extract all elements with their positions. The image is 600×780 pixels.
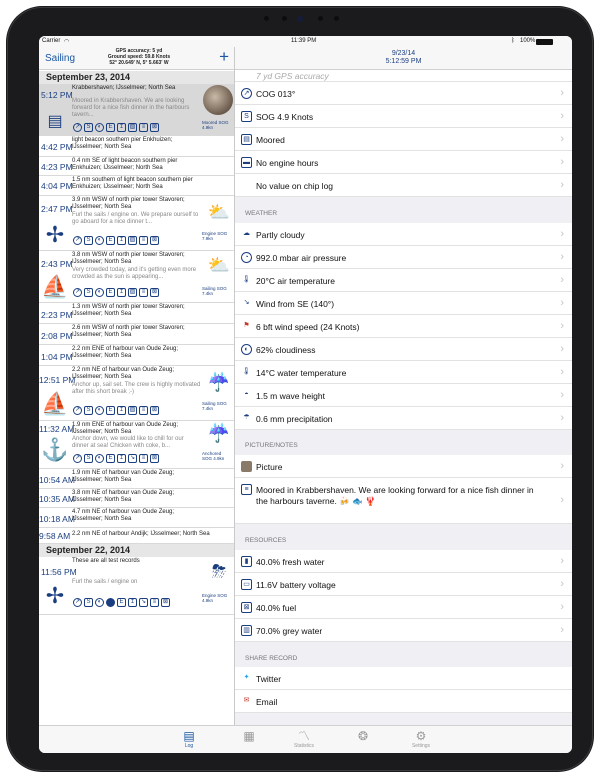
entry-location: 1.3 nm WSW of north pier tower Stavoren; IJsselmeer; North Sea (72, 304, 185, 317)
thermometer-icon: ↥ (118, 124, 125, 130)
log-nav-bar (39, 47, 235, 70)
wifi-icon: ◠ (64, 39, 70, 45)
entry-photo-thumbnail (203, 85, 233, 115)
battery-icon (536, 39, 553, 45)
entry-icon-strip (73, 236, 159, 246)
entry-icon-strip (73, 598, 170, 608)
settings-icon: ⚙ (415, 729, 427, 743)
record-detail-pane[interactable] (235, 47, 572, 725)
entry-icon-strip (73, 123, 159, 133)
fresh-water-icon: ▮ (241, 556, 252, 567)
ground-speed: Ground speed: 59.8 Knots (107, 54, 171, 60)
share-section-header: SHARE RECORD (245, 655, 298, 662)
camera-dot-2 (282, 16, 287, 21)
chevron-right-icon: › (560, 179, 564, 191)
status-bar (39, 36, 572, 47)
weather-label: 1.5 m wave height (256, 391, 325, 401)
entry-time: 9:58 AM (39, 531, 71, 541)
entry-time: 11:32 AM (39, 424, 75, 434)
resource-cell[interactable] (235, 550, 572, 573)
picture-icon (241, 461, 252, 472)
chevron-right-icon: › (560, 297, 564, 309)
note-icon: ≡ (241, 484, 252, 495)
cloudiness-icon: ◐ (95, 406, 104, 415)
weather-cell[interactable] (235, 269, 572, 292)
cloudiness-icon: ◐ (95, 123, 104, 132)
speed-icon: S (84, 123, 93, 132)
picture-icon: ▨ (129, 237, 136, 243)
chevron-right-icon: › (560, 389, 564, 401)
entry-status: Engine SOG 4.9kn (202, 593, 228, 603)
log-entry-row[interactable] (39, 157, 235, 176)
speed-icon: S (84, 598, 93, 607)
entry-location: 1.9 nm ENE of harbour van Oude Zeug; IJsselmeer; North Sea (72, 422, 179, 435)
tab-settings-label: Settings (411, 743, 431, 749)
cloudiness-icon: ◐ (95, 236, 104, 245)
screen (39, 36, 572, 753)
entry-time: 1:04 PM (41, 352, 73, 362)
fuel-icon: ⊠ (241, 602, 252, 613)
entry-icon-strip (73, 406, 159, 416)
weather-label: Partly cloudy (256, 230, 305, 240)
speed-icon: S (84, 454, 93, 463)
speed-icon: S (241, 111, 252, 122)
twitter-label: Twitter (256, 674, 282, 684)
engine-propeller-icon: ✢ (45, 222, 65, 247)
resource-cell[interactable] (235, 619, 572, 642)
note-icon: ≡ (139, 123, 148, 132)
entry-time: 12:51 PM (39, 375, 76, 385)
chevron-right-icon: › (560, 274, 564, 286)
weather-section-header: WEATHER (245, 210, 278, 217)
log-icon: E (106, 454, 115, 463)
entry-location: 1.9 nm NE of harbour van Oude Zeug; IJsselmeer; North Sea (72, 470, 175, 483)
sog-cell[interactable] (235, 105, 572, 128)
weather-label: 62% cloudiness (256, 345, 316, 355)
entry-note: Furl the sails / engine on (72, 579, 138, 585)
tab-statistics-label: Statistics (293, 743, 314, 749)
fuel-icon: ⊠ (151, 407, 158, 413)
thermometer-icon: ↥ (129, 599, 136, 605)
picture-cell[interactable] (235, 455, 572, 478)
log-entry-row[interactable] (39, 324, 235, 345)
cloudiness-icon: ◐ (241, 344, 252, 355)
partly-cloudy-icon: ☁ (243, 230, 250, 237)
chevron-right-icon: › (560, 156, 564, 168)
entry-time: 10:54 AM (39, 475, 75, 485)
twitter-icon: ✦ (243, 674, 250, 681)
note-icon: ≡ (139, 454, 148, 463)
entry-location: 4.7 nm NE of harbour van Oude Zeug; IJsselmeer; North Sea (72, 509, 175, 522)
log-entry-row[interactable] (39, 557, 235, 615)
entry-location: 3.9 nm WSW of north pier tower Stavoren; IJsselmeer; North Sea (72, 197, 185, 210)
sog-label: SOG 4.9 Knots (256, 112, 314, 122)
sailboat-icon: ⛵ (41, 391, 69, 416)
chip-log-label: No value on chip log (256, 181, 334, 191)
weather-cell[interactable] (235, 407, 572, 430)
moored-icon: ▤ (47, 113, 63, 130)
weather-cell[interactable] (235, 315, 572, 338)
clock-label: 11:39 PM (291, 38, 317, 44)
tab-lifebuoy[interactable] (343, 729, 383, 743)
cog-cell[interactable] (235, 82, 572, 105)
fuel-icon: ⊠ (151, 455, 158, 461)
thermometer-icon: ↥ (118, 237, 125, 243)
grey-water-icon: ▥ (241, 625, 252, 636)
gps-position: 52° 20.649' N, 5° 5.663' W (109, 60, 169, 66)
cloudiness-icon: ◐ (95, 288, 104, 297)
entry-status: Sailing SOG 7.4kn (202, 401, 227, 411)
log-entry-row[interactable] (39, 136, 235, 157)
chip-log-cell[interactable] (235, 174, 572, 197)
tab-map[interactable] (229, 729, 269, 743)
state-cell[interactable] (235, 128, 572, 151)
log-icon: E (106, 236, 115, 245)
tab-statistics[interactable] (284, 729, 324, 749)
entry-location: 0.4 nm SE of light beacon southern pier Enkhuizen; IJsselmeer; North Sea (72, 158, 178, 171)
weather-cell[interactable] (235, 338, 572, 361)
precipitation-icon: ☂ (243, 414, 250, 421)
twitter-share-cell[interactable] (235, 667, 572, 690)
compass-icon: ↗ (74, 289, 81, 295)
entry-location: 2.2 nm NE of harbour Andijk; IJsselmeer; North Sea (72, 531, 210, 537)
notes-cell[interactable] (235, 478, 572, 524)
entry-location: 1.5 nm southern of light beacon southern pier Enkhuizen; IJsselmeer; North Sea (72, 177, 193, 190)
entry-note: Anchor up, sail set. The crew is highly motivated after this short break ;-) (72, 382, 201, 395)
entry-time: 4:42 PM (41, 142, 73, 152)
weather-label: Wind from SE (140°) (256, 299, 335, 309)
notes-label: Moored in Krabbershaven. We are looking forward for a nice fish dinner in the harbours taverne. 🍻 🐟 🦞 (256, 485, 534, 506)
camera-dot-1 (264, 16, 269, 21)
gps-accuracy: GPS accuracy: 5 yd (115, 48, 163, 54)
weather-cell[interactable] (235, 384, 572, 407)
speed-icon: S (84, 406, 93, 415)
note-icon: ≡ (139, 288, 148, 297)
record-date: 9/23/14 (391, 50, 416, 57)
entry-status: Moored SOG 4.9kn (202, 120, 229, 130)
log-entry-row[interactable] (39, 366, 235, 421)
gps-readout (83, 48, 195, 66)
resource-cell[interactable] (235, 573, 572, 596)
tab-log-label: Log (184, 743, 194, 749)
entry-location: 3.8 nm WSW of north pier tower Stavoren; IJsselmeer; North Sea (72, 252, 185, 265)
thermometer-icon: ↥ (118, 289, 125, 295)
log-entry-row[interactable] (39, 176, 235, 196)
compass-icon: ↗ (74, 407, 81, 413)
chevron-right-icon: › (560, 228, 564, 240)
email-share-cell[interactable] (235, 690, 572, 713)
wave-icon: ◓ (244, 391, 249, 398)
compass-icon: ↗ (74, 237, 81, 243)
entry-location: 2.2 nm NE of harbour van Oude Zeug; IJsselmeer; North Sea (72, 367, 175, 380)
tab-log[interactable] (169, 729, 209, 749)
chevron-right-icon: › (560, 366, 564, 378)
wind-direction-icon: ↘ (243, 299, 250, 306)
log-entry-row[interactable] (39, 84, 235, 136)
map-icon: ▦ (243, 729, 255, 743)
thermometer-icon: 🌡 (242, 276, 251, 283)
chevron-right-icon: › (560, 251, 564, 263)
wind-icon: ↘ (140, 599, 147, 605)
picture-label: Picture (256, 462, 283, 472)
entry-time: 10:18 AM (39, 514, 75, 524)
weather-label: 14°C water temperature (256, 368, 347, 378)
date-header: September 22, 2014 (39, 544, 235, 557)
resource-label: 40.0% fresh water (256, 557, 325, 567)
entry-location: These are all test records (72, 558, 140, 564)
compass-icon: ↗ (241, 88, 252, 99)
camera-main (297, 16, 303, 22)
entry-location: light beacon southern pier Enkhuizen; IJsselmeer; North Sea (72, 137, 173, 150)
weather-cell[interactable] (235, 223, 572, 246)
weather-cell[interactable] (235, 292, 572, 315)
entry-time: 10:35 AM (39, 494, 75, 504)
resource-label: 11.6V battery voltage (256, 580, 336, 590)
speed-icon: S (84, 288, 93, 297)
entry-time: 2:43 PM (41, 259, 73, 269)
water-thermometer-icon: 🌡 (242, 368, 251, 375)
camera-dot-4 (334, 16, 339, 21)
entry-icon-strip (73, 454, 159, 464)
picture-icon: ▨ (129, 124, 136, 130)
thermometer-icon: ↥ (118, 455, 125, 461)
chevron-right-icon: › (560, 460, 564, 472)
log-entry-row[interactable] (39, 251, 235, 303)
ipad-frame (6, 6, 594, 772)
log-icon: E (106, 406, 115, 415)
chevron-right-icon: › (560, 578, 564, 590)
engine-hours-label: No engine hours (256, 158, 319, 168)
sailing-mode-button[interactable]: Sailing (45, 53, 76, 64)
fuel-icon: ⊠ (151, 124, 158, 130)
chevron-right-icon: › (560, 412, 564, 424)
compass-icon: ↗ (74, 599, 81, 605)
rain-cloud-icon: ☔ (207, 372, 231, 392)
battery-icon: ▭ (241, 579, 252, 590)
entry-time: 5:12 PM (41, 90, 73, 100)
anchor-icon: ⚓ (41, 437, 69, 462)
gps-accuracy-label: 7 yd GPS accuracy (256, 71, 329, 81)
log-entry-row[interactable] (39, 345, 235, 366)
heavy-rain-icon: ⛈ (211, 561, 227, 581)
log-entry-row[interactable] (39, 469, 235, 489)
log-entry-row[interactable] (39, 508, 235, 528)
picture-icon: ▨ (129, 407, 136, 413)
rain-cloud-icon: ☔ (207, 423, 231, 443)
fuel-icon: ⊠ (151, 289, 158, 295)
fuel-icon: ⊠ (151, 237, 158, 243)
resources-section-header: RESOURCES (245, 537, 287, 544)
partly-cloudy-icon: ⛅ (207, 255, 231, 275)
tab-settings[interactable] (401, 729, 441, 749)
full-cloud-icon (106, 598, 115, 607)
email-icon: ✉ (243, 697, 250, 704)
wind-icon: ↘ (129, 455, 136, 461)
entry-time: 2:47 PM (41, 204, 73, 214)
lifebuoy-icon: ❂ (357, 729, 369, 743)
log-entry-row[interactable] (39, 528, 235, 544)
barometer-icon: ◔ (241, 252, 252, 263)
cog-label: COG 013° (256, 89, 296, 99)
cloudiness-icon: ◐ (95, 454, 104, 463)
weather-cell[interactable] (235, 246, 572, 269)
statistics-icon: 〽 (297, 729, 310, 743)
chevron-right-icon: › (560, 624, 564, 636)
log-icon: ▤ (183, 729, 195, 743)
compass-icon: ↗ (74, 124, 81, 130)
entry-note: Anchor down, we would like to chill for our dinner at sea! Chicken with coke, b... (72, 436, 184, 449)
state-label: Moored (256, 135, 285, 145)
log-icon: E (106, 288, 115, 297)
resource-label: 70.0% grey water (256, 626, 323, 636)
chevron-right-icon: › (560, 494, 564, 506)
wind-flag-icon: ⚑ (243, 322, 250, 329)
entry-time: 2:08 PM (41, 331, 73, 341)
chevron-right-icon: › (560, 343, 564, 355)
entry-time: 4:04 PM (41, 181, 73, 191)
cloudiness-icon: ◐ (95, 598, 104, 607)
log-icon: E (117, 598, 126, 607)
battery-label: 100% (520, 38, 536, 44)
detail-nav-bar (235, 47, 572, 70)
bluetooth-icon: ᛒ (511, 38, 515, 44)
engine-icon: ▬ (243, 159, 250, 166)
thermometer-icon: ↥ (118, 407, 125, 413)
chevron-right-icon: › (560, 110, 564, 122)
weather-label: 20°C air temperature (256, 276, 335, 286)
entry-location: 2.2 nm ENE of harbour van Oude Zeug; IJsselmeer; North Sea (72, 346, 179, 359)
chevron-right-icon: › (560, 320, 564, 332)
resource-cell[interactable] (235, 596, 572, 619)
log-icon: E (106, 123, 115, 132)
sailboat-icon: ⛵ (41, 274, 69, 299)
gps-accuracy-cell (235, 70, 572, 82)
entry-location: Krabbershaven; IJsselmeer; North Sea (72, 85, 176, 91)
fuel-icon: ⊠ (162, 599, 169, 605)
log-list-pane[interactable] (39, 47, 235, 753)
speed-icon: S (84, 236, 93, 245)
log-entry-row[interactable] (39, 489, 235, 508)
weather-cell[interactable] (235, 361, 572, 384)
resource-label: 40.0% fuel (256, 603, 297, 613)
camera-dot-3 (318, 16, 323, 21)
entry-time: 4:23 PM (41, 162, 73, 172)
picture-icon: ▨ (129, 289, 136, 295)
tab-bar (39, 725, 572, 753)
add-entry-button[interactable]: + (219, 47, 229, 66)
partly-cloudy-icon: ⛅ (207, 202, 231, 222)
entry-time: 11:56 PM (41, 567, 77, 577)
picture-notes-section-header: PICTURE/NOTES (245, 442, 298, 449)
chevron-right-icon: › (560, 555, 564, 567)
weather-label: 992.0 mbar air pressure (256, 253, 347, 263)
entry-icon-strip (73, 288, 159, 298)
chevron-right-icon: › (560, 133, 564, 145)
entry-location: 3.8 nm NE of harbour van Oude Zeug; IJsselmeer; North Sea (72, 490, 175, 503)
entry-time: 2:23 PM (41, 310, 73, 320)
engine-propeller-icon: ✢ (45, 583, 65, 608)
weather-label: 6 bft wind speed (24 Knots) (256, 322, 360, 332)
carrier-label: Carrier (42, 38, 61, 44)
entry-status: Sailing SOG 7.4kn (202, 286, 227, 296)
record-time: 5:12:59 PM (385, 58, 422, 65)
entry-note: Moored in Krabbershaven. We are looking forward for a nice fish dinner in the harbours tavern... (72, 98, 190, 118)
note-icon: ≡ (139, 406, 148, 415)
date-header: September 23, 2014 (39, 71, 235, 84)
note-icon: ≡ (150, 598, 159, 607)
moored-icon: ▤ (241, 134, 252, 145)
engine-hours-cell[interactable] (235, 151, 572, 174)
entry-location: 2.6 nm WSW of north pier tower Stavoren; IJsselmeer; North Sea (72, 325, 185, 338)
chevron-right-icon: › (560, 87, 564, 99)
entry-status: Engine SOG 7.9kn (202, 231, 228, 241)
weather-label: 0.6 mm precipitation (256, 414, 333, 424)
note-icon: ≡ (139, 236, 148, 245)
entry-status: Anchored SOG 4.9kn (202, 451, 225, 461)
log-entry-row[interactable] (39, 196, 235, 251)
log-entry-row[interactable] (39, 421, 235, 469)
log-entry-row[interactable] (39, 303, 235, 324)
email-label: Email (256, 697, 278, 707)
entry-note: Furl the sails / engine on. We prepare ourself to go aboard for a nice dinner t... (72, 212, 199, 225)
compass-icon: ↗ (74, 455, 81, 461)
entry-note: Very crowded today, and it's getting even more crowded as the sun is appearing... (72, 267, 197, 280)
chevron-right-icon: › (560, 601, 564, 613)
